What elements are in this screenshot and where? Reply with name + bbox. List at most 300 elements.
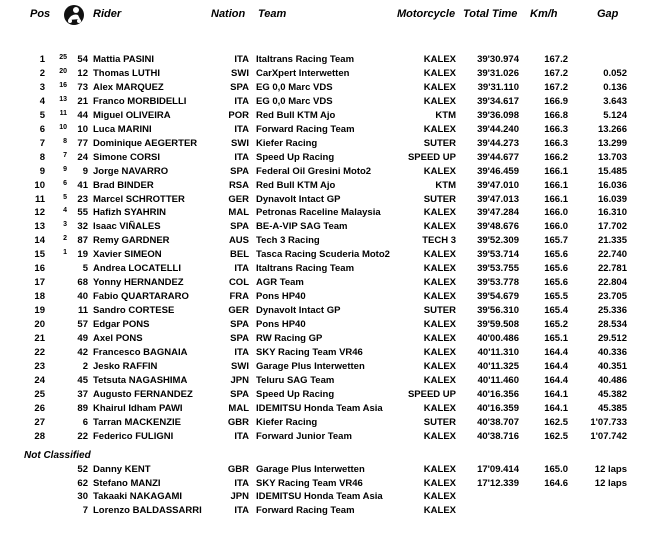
total-time-cell: 39'31.026: [477, 67, 519, 79]
gap-cell: 12 laps: [594, 464, 627, 475]
speed-cell: 165.5: [544, 291, 568, 303]
team-cell: CarXpert Interwetten: [256, 67, 350, 79]
speed-cell: 166.2: [544, 151, 568, 163]
gap-cell: 40.486: [597, 374, 627, 386]
motorcycle-cell: KALEX: [423, 54, 456, 65]
total-time-cell: 17'12.339: [477, 477, 519, 489]
rider-name-cell: Franco MORBIDELLI: [93, 95, 187, 107]
motorcycle-cell: KALEX: [423, 291, 456, 303]
team-cell: IDEMITSU Honda Team Asia: [256, 491, 383, 502]
total-time-cell: 39'52.309: [477, 235, 519, 247]
rider-number-cell: 87: [77, 235, 88, 247]
rider-name-cell: Tarran MACKENZIE: [93, 416, 181, 428]
rider-number-cell: 12: [77, 67, 88, 79]
result-row: [0, 416, 650, 429]
rider-number-cell: 32: [77, 221, 88, 233]
nation-cell: ITA: [234, 54, 249, 65]
motorcycle-cell: KALEX: [423, 221, 456, 233]
position-cell: 27: [34, 416, 45, 428]
not-classified-heading: Not Classified: [24, 450, 91, 461]
total-time-cell: 39'56.310: [477, 305, 519, 317]
rider-number-cell: 10: [77, 123, 88, 135]
rider-number-cell: 42: [77, 346, 88, 358]
speed-cell: 165.6: [544, 277, 568, 289]
motorcycle-cell: SPEED UP: [407, 388, 456, 400]
rider-number-cell: 68: [77, 277, 88, 289]
total-time-cell: 39'59.508: [477, 319, 519, 331]
rider-number-cell: 45: [77, 374, 88, 386]
rider-number-cell: 73: [77, 81, 88, 93]
result-row: [0, 53, 650, 66]
position-cell: 4: [39, 95, 45, 107]
position-cell: 13: [34, 221, 45, 233]
rider-number-cell: 6: [82, 416, 88, 428]
result-row: [0, 490, 650, 503]
team-cell: Pons HP40: [256, 319, 306, 331]
result-row: [0, 179, 650, 192]
rider-name-cell: Jesko RAFFIN: [93, 360, 158, 372]
position-cell: 12: [34, 207, 45, 219]
nation-cell: JPN: [230, 374, 249, 386]
rider-name-cell: Lorenzo BALDASSARRI: [93, 504, 202, 516]
total-time-cell: 40'16.356: [477, 388, 519, 400]
total-time-cell: 39'44.273: [477, 137, 519, 149]
team-cell: Kiefer Racing: [256, 137, 318, 149]
grid-position-cell: 13: [59, 95, 67, 103]
team-cell: Tasca Racing Scuderia Moto2: [256, 249, 390, 261]
gap-cell: 0.136: [603, 81, 627, 93]
gap-cell: 16.036: [597, 179, 627, 191]
motorcycle-cell: KALEX: [423, 346, 456, 358]
rider-name-cell: Tetsuta NAGASHIMA: [93, 374, 188, 386]
total-time-cell: 17'09.414: [477, 464, 519, 475]
nation-cell: FRA: [229, 291, 249, 303]
rider-name-cell: Xavier SIMEON: [93, 249, 162, 261]
team-cell: Dynavolt Intact GP: [256, 193, 341, 205]
result-row: [0, 123, 650, 136]
rider-number-cell: 37: [77, 388, 88, 400]
header-total-time: Total Time: [463, 8, 518, 20]
nation-cell: SPA: [230, 388, 249, 400]
motorcycle-cell: KALEX: [423, 374, 456, 386]
motorcycle-cell: KALEX: [423, 491, 456, 502]
total-time-cell: 39'36.098: [477, 109, 519, 121]
gap-cell: 28.534: [597, 319, 627, 331]
speed-cell: 166.0: [544, 221, 568, 233]
position-cell: 17: [34, 277, 45, 289]
rider-number-cell: 22: [77, 430, 88, 442]
result-row: [0, 193, 650, 206]
rider-name-cell: Marcel SCHROTTER: [93, 193, 185, 205]
rider-name-cell: Isaac VIÑALES: [93, 221, 161, 233]
speed-cell: 166.0: [544, 207, 568, 219]
result-row: [0, 220, 650, 233]
result-row: [0, 463, 650, 476]
rider-name-cell: Axel PONS: [93, 333, 143, 344]
team-cell: Federal Oil Gresini Moto2: [256, 165, 372, 177]
gap-cell: 15.485: [597, 165, 627, 177]
gap-cell: 23.705: [597, 291, 627, 303]
speed-cell: 165.1: [544, 333, 568, 344]
nation-cell: SWI: [231, 67, 249, 79]
grid-position-cell: 10: [59, 123, 67, 131]
speed-cell: 165.2: [544, 319, 568, 331]
header-gap: Gap: [597, 8, 619, 20]
team-cell: EG 0,0 Marc VDS: [256, 95, 333, 107]
position-cell: 15: [34, 249, 45, 261]
result-row: [0, 262, 650, 275]
total-time-cell: 39'48.676: [477, 221, 519, 233]
rider-number-cell: 49: [77, 333, 88, 344]
gap-cell: 16.039: [597, 193, 627, 205]
team-cell: IDEMITSU Honda Team Asia: [256, 402, 383, 414]
result-row: [0, 402, 650, 415]
motorcycle-cell: SUTER: [423, 137, 456, 149]
nation-cell: SPA: [230, 333, 249, 344]
motorcycle-cell: KTM: [435, 109, 456, 121]
rider-number-cell: 21: [77, 95, 88, 107]
position-cell: 10: [34, 179, 45, 191]
rider-name-cell: Brad BINDER: [93, 179, 154, 191]
speed-cell: 166.3: [544, 123, 568, 135]
nation-cell: ITA: [234, 430, 249, 442]
nation-cell: ITA: [234, 123, 249, 135]
header-rider: Rider: [93, 8, 122, 20]
nation-cell: ITA: [234, 95, 249, 107]
total-time-cell: 39'44.240: [477, 123, 519, 135]
motorcycle-cell: KALEX: [423, 360, 456, 372]
position-cell: 11: [34, 193, 45, 205]
nation-cell: AUS: [228, 235, 249, 247]
grid-position-cell: 20: [59, 67, 67, 75]
position-cell: 7: [39, 137, 45, 149]
speed-cell: 164.4: [544, 360, 568, 372]
nation-cell: BEL: [230, 249, 249, 261]
total-time-cell: 39'47.010: [477, 179, 519, 191]
nation-cell: MAL: [228, 207, 249, 219]
team-cell: SKY Racing Team VR46: [256, 477, 363, 489]
nation-cell: SPA: [230, 319, 249, 331]
header-motorcycle: Motorcycle: [397, 8, 456, 20]
team-cell: AGR Team: [256, 277, 304, 289]
motorcycle-cell: KALEX: [423, 477, 456, 489]
motorcycle-cell: KALEX: [423, 123, 456, 135]
result-row: [0, 304, 650, 317]
rider-number-cell: 24: [77, 151, 88, 163]
position-cell: 6: [39, 123, 45, 135]
header-kmh: Km/h: [530, 8, 558, 20]
result-row: [0, 388, 650, 401]
speed-cell: 166.9: [544, 95, 568, 107]
position-cell: 9: [39, 165, 45, 177]
gap-cell: 3.643: [603, 95, 627, 107]
nation-cell: ITA: [234, 477, 249, 489]
nation-cell: ITA: [234, 151, 249, 163]
team-cell: Pons HP40: [256, 291, 306, 303]
gap-cell: 16.310: [597, 207, 627, 219]
result-row: [0, 318, 650, 331]
rider-name-cell: Stefano MANZI: [93, 477, 161, 489]
result-row: [0, 67, 650, 80]
speed-cell: 167.2: [544, 67, 568, 79]
nation-cell: SPA: [230, 81, 249, 93]
motorcycle-cell: KALEX: [423, 263, 456, 275]
team-cell: Red Bull KTM Ajo: [256, 179, 336, 191]
result-row: [0, 430, 650, 443]
team-cell: SKY Racing Team VR46: [256, 346, 363, 358]
nation-cell: ITA: [234, 263, 249, 275]
rider-name-cell: Luca MARINI: [93, 123, 152, 135]
position-cell: 16: [34, 263, 45, 275]
header-pos: Pos: [30, 8, 51, 20]
speed-cell: 167.2: [544, 54, 568, 65]
motorcycle-cell: KALEX: [423, 464, 456, 475]
result-row: [0, 151, 650, 164]
total-time-cell: 40'16.359: [477, 402, 519, 414]
rider-name-cell: Edgar PONS: [93, 319, 150, 331]
nation-cell: ITA: [234, 346, 249, 358]
position-cell: 25: [34, 388, 45, 400]
gap-cell: 12 laps: [594, 477, 627, 489]
team-cell: Dynavolt Intact GP: [256, 305, 341, 317]
gap-cell: 40.336: [597, 346, 627, 358]
rider-number-cell: 7: [82, 504, 88, 516]
nation-cell: SPA: [230, 221, 249, 233]
result-row: [0, 290, 650, 303]
nation-cell: POR: [228, 109, 249, 121]
total-time-cell: 40'38.716: [477, 430, 519, 442]
rider-number-cell: 89: [77, 402, 88, 414]
motorcycle-cell: KALEX: [423, 277, 456, 289]
result-row: [0, 276, 650, 289]
total-time-cell: 39'53.714: [477, 249, 519, 261]
speed-cell: 166.1: [544, 165, 568, 177]
total-time-cell: 40'11.310: [477, 346, 519, 358]
position-cell: 19: [34, 305, 45, 317]
grid-position-cell: 25: [59, 54, 67, 61]
rider-name-cell: Hafizh SYAHRIN: [93, 207, 167, 219]
speed-cell: 164.1: [544, 388, 568, 400]
motorcycle-cell: KALEX: [423, 402, 456, 414]
position-cell: 22: [34, 346, 45, 358]
team-cell: Italtrans Racing Team: [256, 54, 355, 65]
grid-position-cell: 2: [63, 235, 67, 243]
rider-name-cell: Francesco BAGNAIA: [93, 346, 188, 358]
result-row: [0, 109, 650, 122]
nation-cell: SWI: [231, 137, 249, 149]
speed-cell: 164.4: [544, 346, 568, 358]
result-row: [0, 95, 650, 108]
nation-cell: SWI: [231, 360, 249, 372]
result-row: [0, 248, 650, 261]
rider-number-cell: 54: [77, 54, 88, 65]
position-cell: 23: [34, 360, 45, 372]
motorcycle-cell: KALEX: [423, 165, 456, 177]
speed-cell: 166.1: [544, 179, 568, 191]
position-cell: 5: [39, 109, 45, 121]
rider-number-cell: 5: [82, 263, 88, 275]
rider-name-cell: Jorge NAVARRO: [93, 165, 169, 177]
motorcycle-cell: KALEX: [423, 81, 456, 93]
total-time-cell: 39'53.778: [477, 277, 519, 289]
result-row: [0, 206, 650, 219]
team-cell: Forward Racing Team: [256, 504, 355, 516]
grid-position-cell: 5: [63, 193, 67, 201]
rider-name-cell: Fabio QUARTARARO: [93, 291, 189, 303]
gap-cell: 45.382: [597, 388, 627, 400]
speed-cell: 165.4: [544, 305, 568, 317]
rider-name-cell: Miguel OLIVEIRA: [93, 109, 171, 121]
position-cell: 8: [39, 151, 45, 163]
motorcycle-rider-icon: [63, 4, 85, 26]
team-cell: Italtrans Racing Team: [256, 263, 355, 275]
speed-cell: 162.5: [544, 430, 568, 442]
total-time-cell: 40'00.486: [477, 333, 519, 344]
result-row: [0, 346, 650, 359]
gap-cell: 13.299: [597, 137, 627, 149]
team-cell: Red Bull KTM Ajo: [256, 109, 336, 121]
grid-position-cell: 6: [63, 179, 67, 187]
speed-cell: 162.5: [544, 416, 568, 428]
total-time-cell: 39'31.110: [477, 81, 519, 93]
gap-cell: 1'07.733: [590, 416, 627, 428]
gap-cell: 1'07.742: [590, 430, 627, 442]
speed-cell: 164.4: [544, 374, 568, 386]
rider-number-cell: 52: [77, 464, 88, 475]
total-time-cell: 39'47.284: [477, 207, 519, 219]
total-time-cell: 39'54.679: [477, 291, 519, 303]
nation-cell: COL: [228, 277, 249, 289]
grid-position-cell: 16: [59, 81, 67, 89]
gap-cell: 40.351: [597, 360, 627, 372]
result-row: [0, 374, 650, 387]
nation-cell: GBR: [227, 464, 249, 475]
motorcycle-cell: KALEX: [423, 430, 456, 442]
grid-position-cell: 9: [63, 165, 67, 173]
rider-name-cell: Thomas LUTHI: [93, 67, 161, 79]
position-cell: 28: [34, 430, 45, 442]
nation-cell: SPA: [230, 165, 249, 177]
total-time-cell: 39'46.459: [477, 165, 519, 177]
rider-name-cell: Federico FULIGNI: [93, 430, 174, 442]
rider-name-cell: Alex MARQUEZ: [93, 81, 164, 93]
result-row: [0, 477, 650, 490]
motorcycle-cell: TECH 3: [422, 235, 456, 247]
gap-cell: 22.804: [597, 277, 627, 289]
team-cell: Speed Up Racing: [256, 151, 335, 163]
rider-name-cell: Yonny HERNANDEZ: [93, 277, 184, 289]
position-cell: 26: [34, 402, 45, 414]
result-row: [0, 332, 650, 345]
rider-name-cell: Khairul Idham PAWI: [93, 402, 183, 414]
position-cell: 2: [39, 67, 45, 79]
nation-cell: RSA: [228, 179, 249, 191]
gap-cell: 25.336: [597, 305, 627, 317]
motorcycle-cell: KALEX: [423, 249, 456, 261]
speed-cell: 165.6: [544, 249, 568, 261]
gap-cell: 29.512: [597, 333, 627, 344]
nation-cell: ITA: [234, 504, 249, 516]
result-row: [0, 137, 650, 150]
rider-number-cell: 40: [77, 291, 88, 303]
total-time-cell: 39'34.617: [477, 95, 519, 107]
team-cell: Forward Junior Team: [256, 430, 352, 442]
gap-cell: 13.266: [597, 123, 627, 135]
rider-name-cell: Sandro CORTESE: [93, 305, 175, 317]
speed-cell: 166.1: [544, 193, 568, 205]
team-cell: Garage Plus Interwetten: [256, 464, 365, 475]
header-team: Team: [258, 8, 287, 20]
position-cell: 18: [34, 291, 45, 303]
motorcycle-cell: KTM: [435, 179, 456, 191]
total-time-cell: 39'47.013: [477, 193, 519, 205]
motorcycle-cell: KALEX: [423, 95, 456, 107]
position-cell: 1: [39, 54, 45, 65]
position-cell: 3: [39, 81, 45, 93]
gap-cell: 17.702: [597, 221, 627, 233]
rider-name-cell: Danny KENT: [93, 464, 151, 475]
total-time-cell: 40'38.707: [477, 416, 519, 428]
rider-name-cell: Augusto FERNANDEZ: [93, 388, 193, 400]
rider-name-cell: Simone CORSI: [93, 151, 161, 163]
grid-position-cell: 1: [63, 249, 67, 257]
grid-position-cell: 3: [63, 221, 67, 229]
motorcycle-cell: KALEX: [423, 67, 456, 79]
gap-cell: 21.335: [597, 235, 627, 247]
nation-cell: JPN: [230, 491, 249, 502]
grid-position-cell: 8: [63, 137, 67, 145]
speed-cell: 167.2: [544, 81, 568, 93]
rider-number-cell: 30: [77, 491, 88, 502]
gap-cell: 13.703: [597, 151, 627, 163]
total-time-cell: 40'11.460: [477, 374, 519, 386]
speed-cell: 166.3: [544, 137, 568, 149]
rider-number-cell: 19: [77, 249, 88, 261]
result-row: [0, 81, 650, 94]
gap-cell: 5.124: [603, 109, 627, 121]
speed-cell: 166.8: [544, 109, 568, 121]
motorcycle-cell: SUTER: [423, 193, 456, 205]
motorcycle-cell: SUTER: [423, 416, 456, 428]
rider-number-cell: 23: [77, 193, 88, 205]
team-cell: BE-A-VIP SAG Team: [256, 221, 348, 233]
rider-number-cell: 44: [77, 109, 88, 121]
rider-name-cell: Remy GARDNER: [93, 235, 170, 247]
rider-number-cell: 57: [77, 319, 88, 331]
rider-name-cell: Mattia PASINI: [93, 54, 155, 65]
speed-cell: 165.6: [544, 263, 568, 275]
rider-number-cell: 2: [82, 360, 88, 372]
header-nation: Nation: [211, 8, 246, 20]
total-time-cell: 39'30.974: [477, 54, 519, 65]
rider-name-cell: Andrea LOCATELLI: [93, 263, 181, 275]
gap-cell: 0.052: [603, 67, 627, 79]
rider-number-cell: 11: [77, 305, 88, 317]
team-cell: Tech 3 Racing: [256, 235, 320, 247]
rider-name-cell: Takaaki NAKAGAMI: [93, 491, 183, 502]
team-cell: Forward Racing Team: [256, 123, 355, 135]
rider-number-cell: 41: [77, 179, 88, 191]
rider-number-cell: 55: [77, 207, 88, 219]
motorcycle-cell: KALEX: [423, 504, 456, 516]
gap-cell: 22.740: [597, 249, 627, 261]
total-time-cell: 39'53.755: [477, 263, 519, 275]
position-cell: 24: [34, 374, 45, 386]
grid-position-cell: 11: [59, 109, 67, 117]
motorcycle-cell: KALEX: [423, 207, 456, 219]
total-time-cell: 40'11.325: [477, 360, 519, 372]
motorcycle-cell: SPEED UP: [407, 151, 456, 163]
